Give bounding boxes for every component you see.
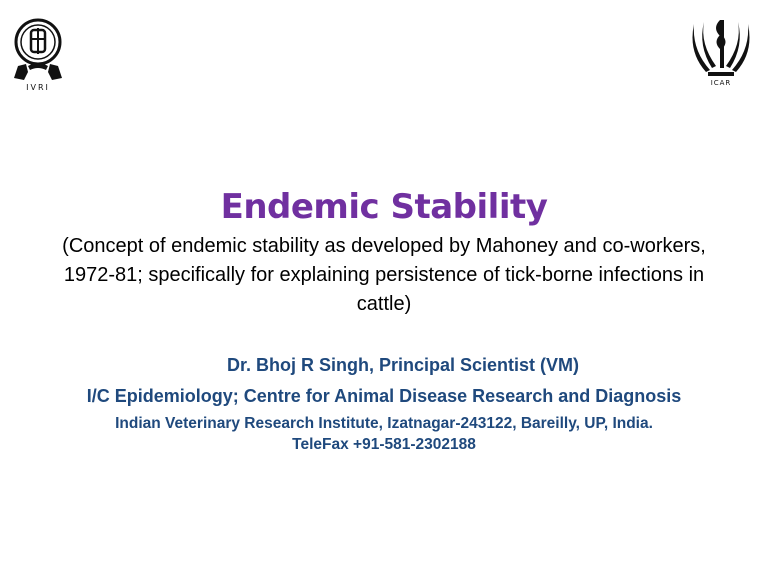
ivri-logo bbox=[8, 8, 72, 92]
author-department: I/C Epidemiology; Centre for Animal Disease Research and Diagnosis bbox=[86, 386, 682, 406]
slide-subtitle: (Concept of endemic stability as developed by Mahoney and co-workers, 1972-81; specifically for explaining persistence of tick-borne infections in cattle) bbox=[62, 235, 706, 315]
icar-logo-text: ICAR bbox=[710, 79, 732, 87]
ivri-logo-icon bbox=[8, 8, 72, 92]
slide-title: Endemic Stability bbox=[220, 187, 548, 227]
author-name: Dr. Bhoj R Singh, Principal Scientist (VM) bbox=[226, 355, 580, 375]
icar-logo bbox=[690, 14, 752, 88]
icar-logo-icon bbox=[690, 14, 752, 88]
ivri-logo-text: IVRI bbox=[26, 83, 50, 92]
author-institute: Indian Veterinary Research Institute, Izatnagar-243122, Bareilly, UP, India. bbox=[115, 415, 653, 432]
author-telefax: TeleFax +91-581-2302188 bbox=[292, 436, 476, 453]
